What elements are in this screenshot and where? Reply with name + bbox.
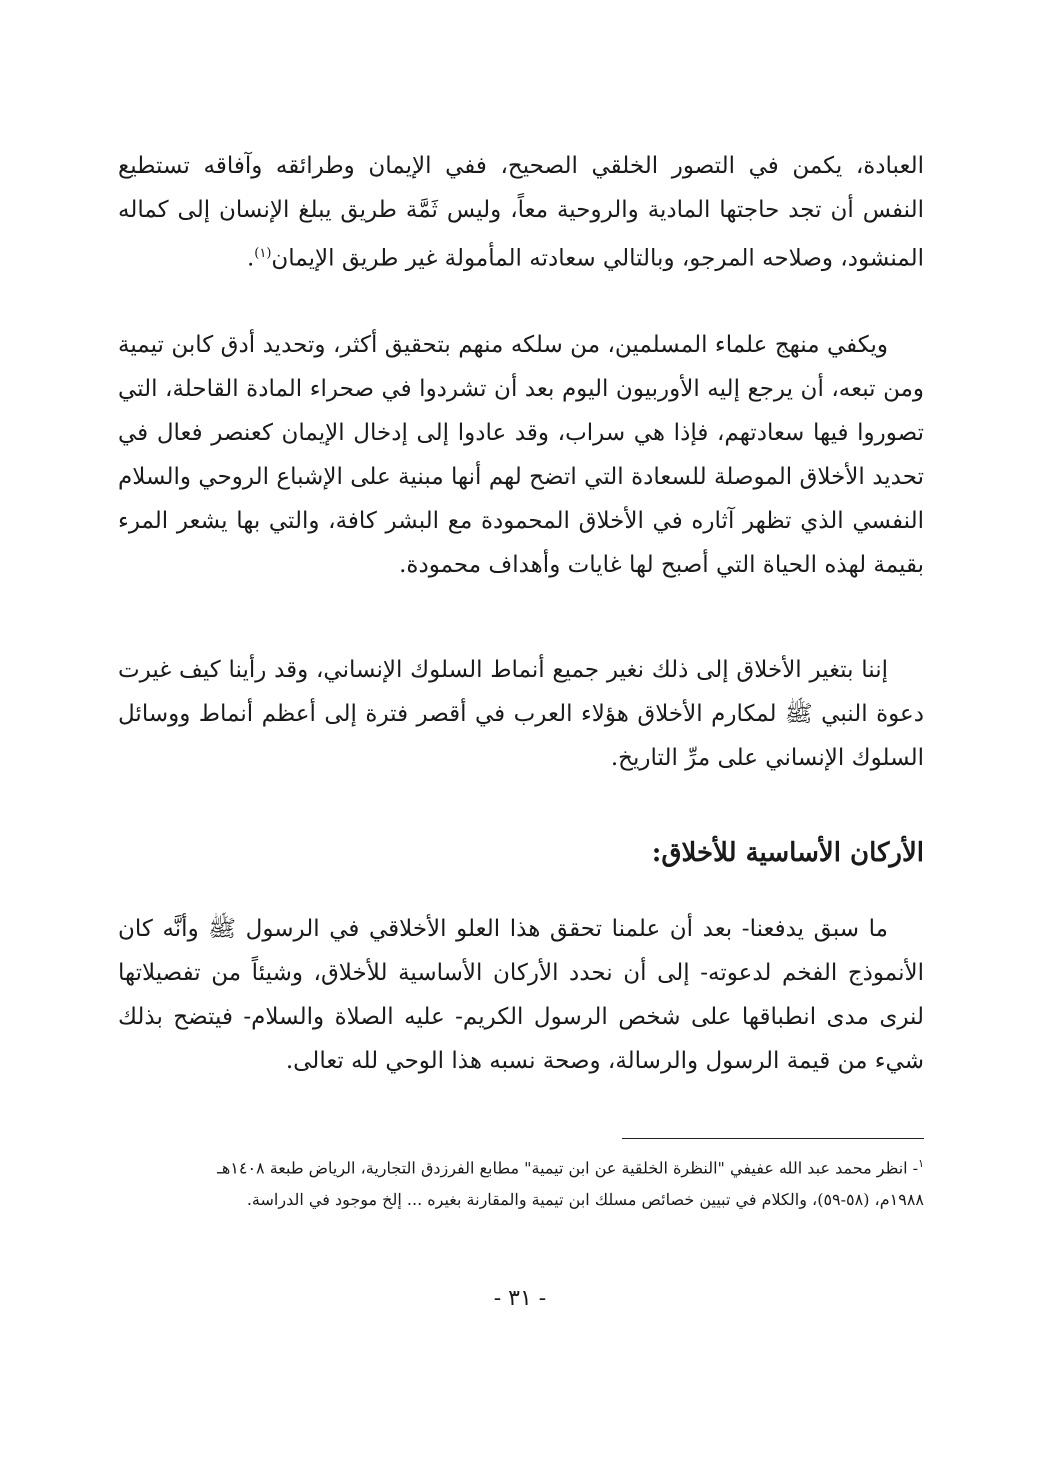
paragraph-1 [118,144,924,281]
paragraph-2-text: ويكفي منهج علماء المسلمين، من سلكه منهم بتحقيق أكثر، وتحديد أدق كابن تيمية ومن تبعه، أن يرجع إليه الأوربيون اليوم بعد أن تشردوا في صحراء المادة القاحلة، التي تصوروا فيها سعادتهم، فإذا هي سراب، وقد عادوا إلى إدخال الإيمان كعنصر فعال في تحديد الأخلاق الموصلة للسعادة التي اتضح لهم أنها مبنية على الإشباع الروحي والسلام النفسي الذي تظهر آثاره في الأخلاق المحمودة مع البشر كافة، والتي بها يشعر المرء بقيمة لهذه الحياة التي أصبح لها غايات وأهداف محمودة. [118,332,924,578]
footnote-reference: (١) [254,246,272,261]
footnote-divider [622,1138,924,1139]
section-heading: الأركان الأساسية للأخلاق: [651,838,924,868]
paragraph-1-body: العبادة، يكمن في التصور الخلقي الصحيح، ففي الإيمان وطرائقه وآفاقه تستطيع النفس أن تجد حاجتها المادية والروحية معاً، وليس ثَمَّة طريق يبلغ الإنسان إلى كماله المنشود، وصلاحه المرجو، وبالتالي سعادته المأمولة غير طريق الإيمان [118,153,924,272]
page-number: - ٣١ - [493,1286,547,1311]
paragraph-4 [118,907,924,1083]
footnote-marker: ١ [918,1157,924,1170]
footnote-line-1 [118,1148,924,1184]
paragraph-3-text: إننا بتغير الأخلاق إلى ذلك نغير جميع أنماط السلوك الإنساني، وقد رأينا كيف غيرت دعوة النبي ﷺ لمكارم الأخلاق هؤلاء العرب في أقصر فترة إلى أعظم أنماط ووسائل السلوك الإنساني على مرِّ التاريخ. [118,657,924,771]
paragraph-4-text: ما سبق يدفعنا- بعد أن علمنا تحقق هذا العلو الأخلاقي في الرسول ﷺ وأنَّه كان الأنموذج الفخم لدعوته- إلى أن نحدد الأركان الأساسية للأخلاق، وشيئاً من تفصيلاتها لنرى مدى انطباقها على شخص الرسول الكريم- عليه الصلاة والسلام- فيتضح بذلك شيء من قيمة الرسول والرسالة، وصحة نسبه هذا الوحي لله تعالى. [118,916,924,1074]
paragraph-1-text [118,144,924,281]
footnote [118,1148,924,1216]
footnote-line-2: ١٩٨٨م، (٥٨-٥٩)، والكلام في تبيين خصائص مسلك ابن تيمية والمقارنة بغيره ... إلخ موجود في الدراسة. [246,1190,924,1210]
paragraph-1-end: . [246,245,255,272]
paragraph-3 [118,648,924,780]
footnote-line-1-text: - انظر محمد عبد الله عفيفي "النظرة الخلقية عن ابن تيمية" مطابع الفرزدق التجارية، الرياض طبعة ١٤٠٨هـ [217,1158,919,1178]
paragraph-2 [118,323,924,587]
